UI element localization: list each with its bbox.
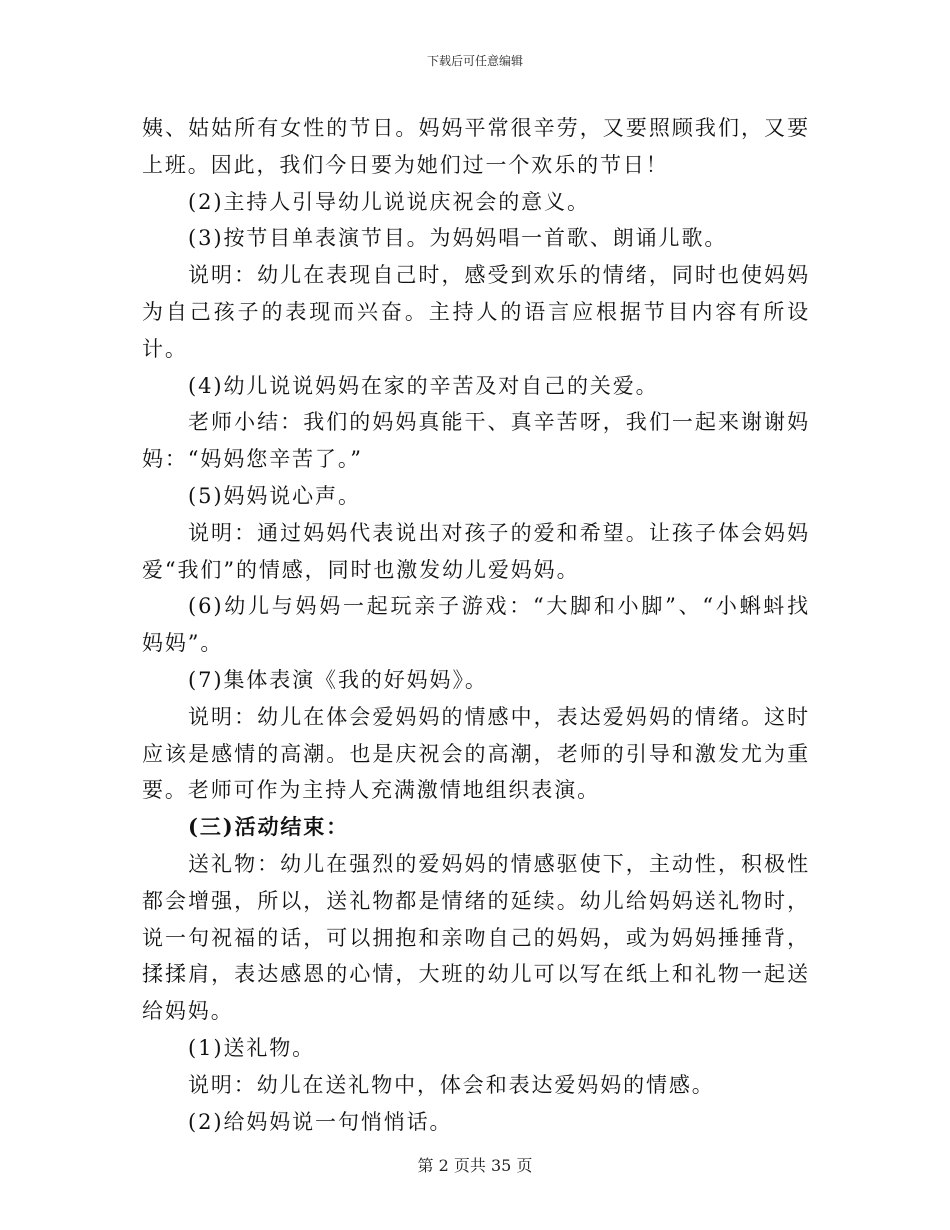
paragraph-5: (4)幼儿说说妈妈在家的辛苦及对自己的关爱。 [188,373,659,398]
paragraph-11: 说明：幼儿在体会爱妈妈的情感中，表达爱妈妈的情绪。这时应该是感情的高潮。也是庆祝会的高潮，老师的引导和激发尤为重要。老师可作为主持人充满激情地组织表演。 [142,704,810,803]
page-footer: 第 2 页共 35 页 [417,1156,533,1175]
paragraph-2: (2)主持人引导幼儿说说庆祝会的意义。 [188,189,590,214]
page-header: 下载后可任意编辑 [426,54,523,68]
paragraph-10: (7)集体表演《我的好妈妈》。 [188,667,488,692]
paragraph-8: 说明：通过妈妈代表说出对孩子的爱和希望。让孩子体会妈妈爱“我们”的情感，同时也激发幼儿爱妈妈。 [142,520,810,582]
paragraph-7: (5)妈妈说心声。 [188,483,361,508]
paragraph-15: 说明：幼儿在送礼物中，体会和表达爱妈妈的情感。 [188,1072,715,1097]
paragraph-16: (2)给妈妈说一句悄悄话。 [188,1109,453,1134]
paragraph-13: 送礼物：幼儿在强烈的爱妈妈的情感驱使下，主动性，积极性都会增强，所以，送礼物都是情绪的延续。幼儿给妈妈送礼物时，说一句祝福的话，可以拥抱和亲吻自己的妈妈，或为妈妈捶捶背，揉揉肩，表达感恩的心情，大班的幼儿可以写在纸上和礼物一起送给妈妈。 [142,851,810,1024]
paragraph-9: (6)幼儿与妈妈一起玩亲子游戏：“大脚和小脚”、“小蝌蚪找妈妈”。 [142,594,810,656]
section-heading: (三)活动结束： [188,814,350,840]
paragraph-1: 姨、姑姑所有女性的节日。妈妈平常很辛劳，又要照顾我们，又要上班。因此，我们今日要为她们过一个欢乐的节日！ [142,116,810,177]
document-body [142,110,810,1140]
paragraph-3: (3)按节目单表演节目。为妈妈唱一首歌、朗诵儿歌。 [188,226,728,251]
paragraph-6: 老师小结：我们的妈妈真能干、真辛苦呀，我们一起来谢谢妈妈：“妈妈您辛苦了。” [142,410,810,472]
paragraph-14: (1)送礼物。 [188,1035,316,1060]
paragraph-4: 说明：幼儿在表现自己时，感受到欢乐的情绪，同时也使妈妈为自己孩子的表现而兴奋。主持人的语言应根据节目内容有所设计。 [142,263,810,361]
